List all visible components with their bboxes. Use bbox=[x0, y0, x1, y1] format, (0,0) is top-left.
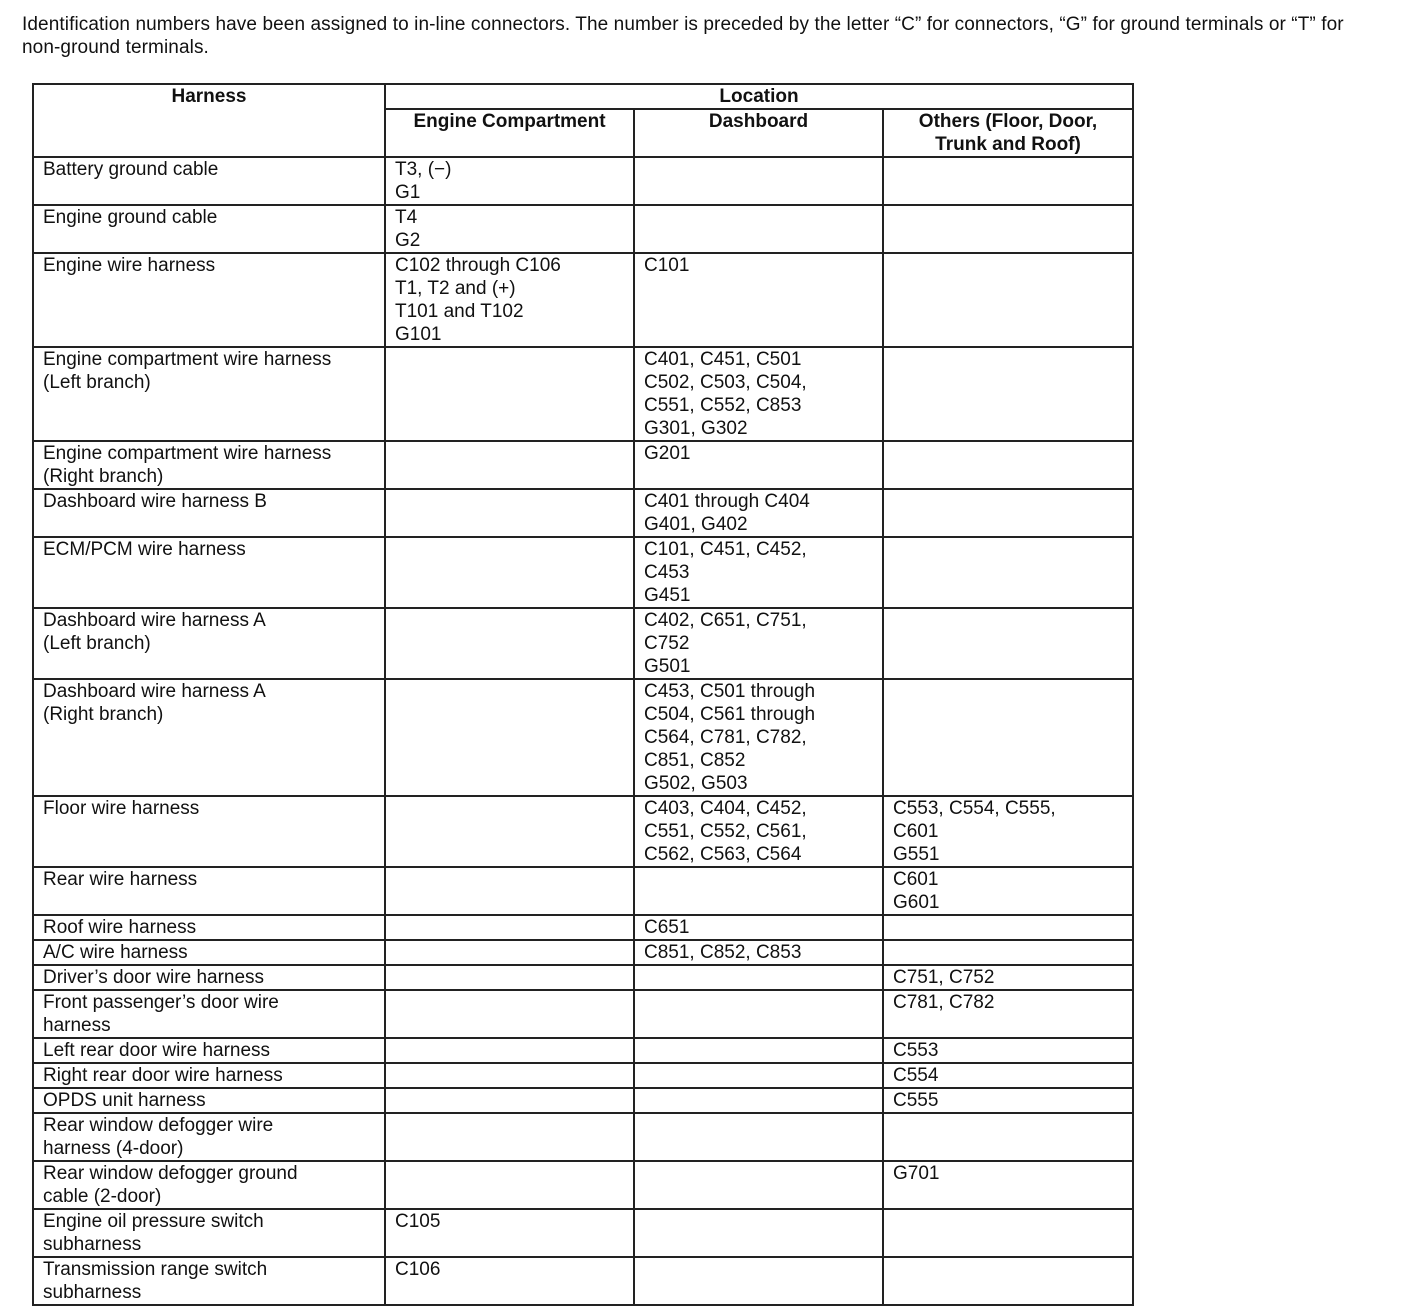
engine-compartment-cell bbox=[385, 489, 634, 537]
cell-text-line: G502, G503 bbox=[644, 773, 748, 794]
cell-text-line: (Left branch) bbox=[43, 372, 151, 393]
harness-column-header: Harness bbox=[33, 84, 385, 157]
cell-text-line: C402, C651, C751, bbox=[644, 610, 807, 631]
cell-text-line: G201 bbox=[644, 443, 691, 464]
cell-text-line: Roof wire harness bbox=[43, 917, 197, 938]
cell-text-line: Front passenger’s door wire bbox=[43, 992, 279, 1013]
engine-compartment-cell bbox=[385, 253, 634, 347]
cell-text-line: Battery ground cable bbox=[43, 159, 219, 180]
cell-text-line: Engine compartment wire harness bbox=[43, 443, 332, 464]
cell-text-line: C453, C501 through bbox=[644, 681, 816, 702]
harness-cell bbox=[33, 1257, 385, 1305]
dashboard-cell bbox=[634, 608, 883, 679]
harness-cell bbox=[33, 915, 385, 940]
cell-text-line: C101, C451, C452, bbox=[644, 539, 807, 560]
others-cell bbox=[883, 441, 1133, 489]
cell-text-line: C751, C752 bbox=[893, 967, 995, 988]
table-row bbox=[33, 1088, 1133, 1113]
cell-text-line: G601 bbox=[893, 892, 940, 913]
dashboard-cell bbox=[634, 915, 883, 940]
engine-compartment-cell bbox=[385, 1257, 634, 1305]
cell-text-line: T3, (−) bbox=[395, 159, 452, 180]
engine-compartment-cell bbox=[385, 608, 634, 679]
cell-text-line: T101 and T102 bbox=[395, 301, 524, 322]
engine-compartment-cell bbox=[385, 1209, 634, 1257]
dashboard-column-header: Dashboard bbox=[634, 109, 883, 157]
table-row bbox=[33, 915, 1133, 940]
others-cell bbox=[883, 253, 1133, 347]
table-row bbox=[33, 1161, 1133, 1209]
engine-compartment-cell bbox=[385, 1088, 634, 1113]
cell-text-line: Engine compartment wire harness bbox=[43, 349, 332, 370]
table-row bbox=[33, 990, 1133, 1038]
cell-text-line: G2 bbox=[395, 230, 421, 251]
cell-text-line: ECM/PCM wire harness bbox=[43, 539, 246, 560]
cell-text-line: Right rear door wire harness bbox=[43, 1065, 283, 1086]
engine-compartment-cell bbox=[385, 205, 634, 253]
harness-cell bbox=[33, 1161, 385, 1209]
cell-text-line: Left rear door wire harness bbox=[43, 1040, 271, 1061]
cell-text-line: Engine oil pressure switch bbox=[43, 1211, 264, 1232]
cell-text-line: Engine ground cable bbox=[43, 207, 218, 228]
harness-cell bbox=[33, 205, 385, 253]
dashboard-cell bbox=[634, 940, 883, 965]
table-row bbox=[33, 537, 1133, 608]
cell-text-line: (Right branch) bbox=[43, 704, 164, 725]
table-row bbox=[33, 441, 1133, 489]
others-cell bbox=[883, 1088, 1133, 1113]
harness-cell bbox=[33, 1088, 385, 1113]
table-row bbox=[33, 796, 1133, 867]
engine-compartment-cell bbox=[385, 679, 634, 796]
table-row bbox=[33, 1038, 1133, 1063]
cell-text-line: G401, G402 bbox=[644, 514, 748, 535]
dashboard-cell bbox=[634, 157, 883, 205]
table-row bbox=[33, 1063, 1133, 1088]
harness-cell bbox=[33, 965, 385, 990]
dashboard-cell bbox=[634, 489, 883, 537]
table-row bbox=[33, 867, 1133, 915]
table-row bbox=[33, 253, 1133, 347]
others-cell bbox=[883, 347, 1133, 441]
cell-text-line: harness bbox=[43, 1015, 111, 1036]
table-row bbox=[33, 489, 1133, 537]
others-cell bbox=[883, 1063, 1133, 1088]
cell-text-line: G1 bbox=[395, 182, 421, 203]
dashboard-cell bbox=[634, 1209, 883, 1257]
cell-text-line: C453 bbox=[644, 562, 690, 583]
engine-compartment-cell bbox=[385, 940, 634, 965]
harness-cell bbox=[33, 253, 385, 347]
dashboard-cell bbox=[634, 1063, 883, 1088]
engine-compartment-cell bbox=[385, 157, 634, 205]
cell-text-line: C851, C852 bbox=[644, 750, 746, 771]
dashboard-cell bbox=[634, 441, 883, 489]
others-cell bbox=[883, 1209, 1133, 1257]
cell-text-line: subharness bbox=[43, 1282, 142, 1303]
others-column-header bbox=[883, 109, 1133, 157]
harness-cell bbox=[33, 867, 385, 915]
harness-cell bbox=[33, 1063, 385, 1088]
cell-text-line: Rear window defogger wire bbox=[43, 1115, 274, 1136]
engine-compartment-cell bbox=[385, 347, 634, 441]
harness-cell bbox=[33, 441, 385, 489]
cell-text-line: A/C wire harness bbox=[43, 942, 188, 963]
others-cell bbox=[883, 537, 1133, 608]
engine-compartment-cell bbox=[385, 441, 634, 489]
others-header-line: Others (Floor, Door, bbox=[918, 111, 1098, 132]
cell-text-line: Dashboard wire harness A bbox=[43, 610, 266, 631]
cell-text-line: harness (4-door) bbox=[43, 1138, 184, 1159]
dashboard-cell bbox=[634, 253, 883, 347]
dashboard-cell bbox=[634, 1088, 883, 1113]
cell-text-line: C504, C561 through bbox=[644, 704, 816, 725]
dashboard-cell bbox=[634, 1113, 883, 1161]
cell-text-line: C553 bbox=[893, 1040, 939, 1061]
cell-text-line: C502, C503, C504, bbox=[644, 372, 807, 393]
others-cell bbox=[883, 679, 1133, 796]
dashboard-cell bbox=[634, 537, 883, 608]
table-row bbox=[33, 608, 1133, 679]
dashboard-cell bbox=[634, 1257, 883, 1305]
cell-text-line: Engine wire harness bbox=[43, 255, 216, 276]
cell-text-line: Rear wire harness bbox=[43, 869, 198, 890]
table-row bbox=[33, 347, 1133, 441]
cell-text-line: (Right branch) bbox=[43, 466, 164, 487]
dashboard-cell bbox=[634, 679, 883, 796]
cell-text-line: T1, T2 and (+) bbox=[395, 278, 516, 299]
dashboard-cell bbox=[634, 965, 883, 990]
harness-cell bbox=[33, 679, 385, 796]
table-body bbox=[33, 157, 1133, 1305]
harness-cell bbox=[33, 537, 385, 608]
cell-text-line: C403, C404, C452, bbox=[644, 798, 807, 819]
others-cell bbox=[883, 157, 1133, 205]
cell-text-line: C555 bbox=[893, 1090, 939, 1111]
cell-text-line: Dashboard wire harness A bbox=[43, 681, 266, 702]
others-cell bbox=[883, 915, 1133, 940]
dashboard-cell bbox=[634, 796, 883, 867]
engine-compartment-cell bbox=[385, 990, 634, 1038]
others-cell bbox=[883, 1161, 1133, 1209]
cell-text-line: G551 bbox=[893, 844, 940, 865]
cell-text-line: Rear window defogger ground bbox=[43, 1163, 298, 1184]
engine-compartment-cell bbox=[385, 915, 634, 940]
cell-text-line: C553, C554, C555, bbox=[893, 798, 1056, 819]
cell-text-line: C401, C451, C501 bbox=[644, 349, 802, 370]
engine-compartment-cell bbox=[385, 537, 634, 608]
cell-text-line: C102 through C106 bbox=[395, 255, 561, 276]
table-row bbox=[33, 965, 1133, 990]
cell-text-line: C106 bbox=[395, 1259, 441, 1280]
cell-text-line: Floor wire harness bbox=[43, 798, 200, 819]
cell-text-line: C554 bbox=[893, 1065, 939, 1086]
cell-text-line: Dashboard wire harness B bbox=[43, 491, 267, 512]
table-row bbox=[33, 940, 1133, 965]
dashboard-cell bbox=[634, 205, 883, 253]
cell-text-line: C752 bbox=[644, 633, 690, 654]
others-cell bbox=[883, 205, 1133, 253]
others-cell bbox=[883, 867, 1133, 915]
cell-text-line: G701 bbox=[893, 1163, 940, 1184]
cell-text-line: C601 bbox=[893, 869, 939, 890]
table-row bbox=[33, 1257, 1133, 1305]
others-cell bbox=[883, 489, 1133, 537]
others-cell bbox=[883, 1113, 1133, 1161]
engine-compartment-cell bbox=[385, 1038, 634, 1063]
others-cell bbox=[883, 796, 1133, 867]
harness-cell bbox=[33, 157, 385, 205]
table-row bbox=[33, 1209, 1133, 1257]
cell-text-line: C601 bbox=[893, 821, 939, 842]
engine-compartment-cell bbox=[385, 796, 634, 867]
cell-text-line: C401 through C404 bbox=[644, 491, 810, 512]
cell-text-line: G451 bbox=[644, 585, 691, 606]
harness-cell bbox=[33, 347, 385, 441]
cell-text-line: T4 bbox=[395, 207, 418, 228]
engine-compartment-cell bbox=[385, 1063, 634, 1088]
table-row bbox=[33, 679, 1133, 796]
engine-compartment-cell bbox=[385, 1161, 634, 1209]
cell-text-line: C551, C552, C853 bbox=[644, 395, 802, 416]
harness-cell bbox=[33, 990, 385, 1038]
others-cell bbox=[883, 940, 1133, 965]
cell-text-line: C651 bbox=[644, 917, 690, 938]
harness-cell bbox=[33, 796, 385, 867]
others-cell bbox=[883, 965, 1133, 990]
harness-cell bbox=[33, 1038, 385, 1063]
harness-cell bbox=[33, 489, 385, 537]
others-cell bbox=[883, 1038, 1133, 1063]
cell-text-line: G501 bbox=[644, 656, 691, 677]
table-row bbox=[33, 205, 1133, 253]
dashboard-cell bbox=[634, 1038, 883, 1063]
engine-compartment-cell bbox=[385, 1113, 634, 1161]
engine-compartment-column-header: Engine Compartment bbox=[385, 109, 634, 157]
cell-text-line: C851, C852, C853 bbox=[644, 942, 802, 963]
cell-text-line: cable (2-door) bbox=[43, 1186, 162, 1207]
others-cell bbox=[883, 990, 1133, 1038]
cell-text-line: C564, C781, C782, bbox=[644, 727, 807, 748]
harness-cell bbox=[33, 1209, 385, 1257]
cell-text-line: (Left branch) bbox=[43, 633, 151, 654]
cell-text-line: G101 bbox=[395, 324, 442, 345]
table-row bbox=[33, 157, 1133, 205]
dashboard-cell bbox=[634, 1161, 883, 1209]
table-header bbox=[33, 84, 1133, 157]
cell-text-line: subharness bbox=[43, 1234, 142, 1255]
cell-text-line: C562, C563, C564 bbox=[644, 844, 802, 865]
harness-cell bbox=[33, 940, 385, 965]
dashboard-cell bbox=[634, 990, 883, 1038]
engine-compartment-cell bbox=[385, 867, 634, 915]
others-cell bbox=[883, 608, 1133, 679]
cell-text-line: C105 bbox=[395, 1211, 441, 1232]
location-column-header: Location bbox=[385, 84, 1133, 109]
table-row bbox=[33, 1113, 1133, 1161]
others-cell bbox=[883, 1257, 1133, 1305]
cell-text-line: OPDS unit harness bbox=[43, 1090, 206, 1111]
cell-text-line: C551, C552, C561, bbox=[644, 821, 807, 842]
cell-text-line: C781, C782 bbox=[893, 992, 995, 1013]
connector-location-table bbox=[32, 83, 1134, 1306]
others-header-line: Trunk and Roof) bbox=[935, 134, 1081, 155]
cell-text-line: G301, G302 bbox=[644, 418, 748, 439]
cell-text-line: Transmission range switch bbox=[43, 1259, 268, 1280]
cell-text-line: C101 bbox=[644, 255, 690, 276]
intro-paragraph: Identification numbers have been assigned to in-line connectors. The number is preceded by the letter “C” for connectors, “G” for ground terminals or “T” for non-ground terminals. bbox=[22, 14, 1344, 58]
dashboard-cell bbox=[634, 867, 883, 915]
dashboard-cell bbox=[634, 347, 883, 441]
harness-cell bbox=[33, 608, 385, 679]
cell-text-line: Driver’s door wire harness bbox=[43, 967, 265, 988]
harness-cell bbox=[33, 1113, 385, 1161]
engine-compartment-cell bbox=[385, 965, 634, 990]
